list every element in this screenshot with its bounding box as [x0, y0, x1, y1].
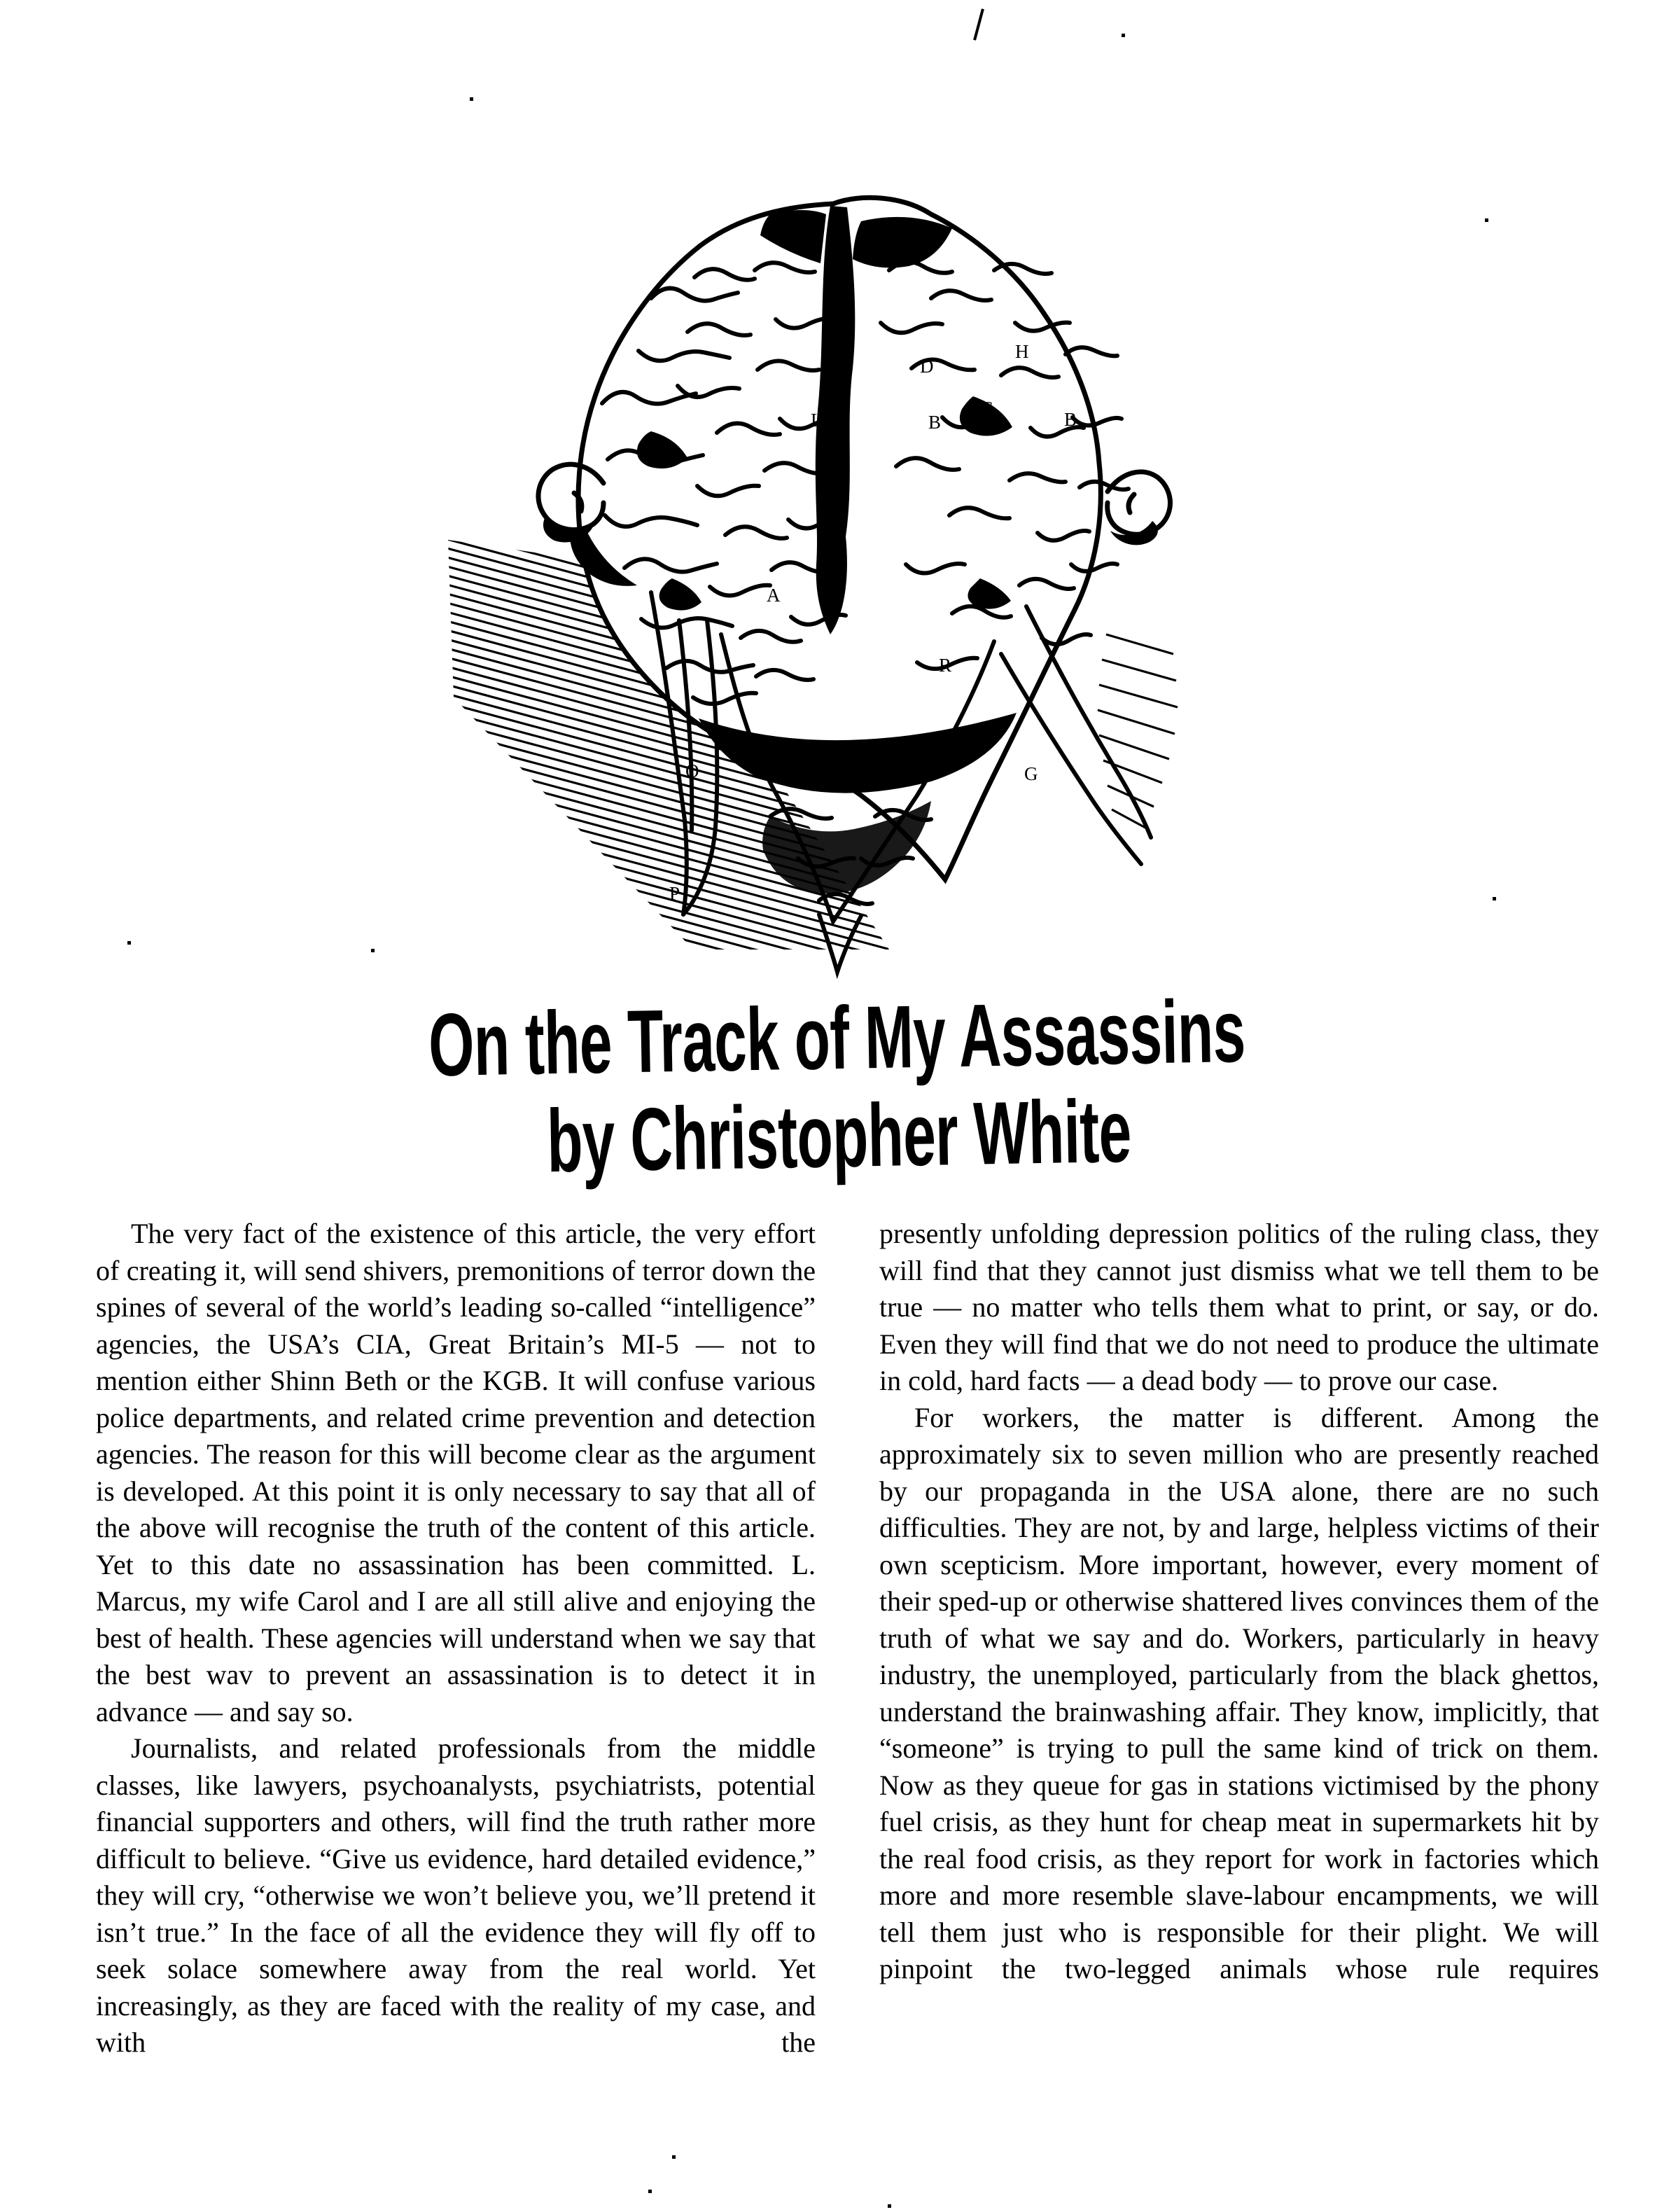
- engraving-label-letter: B: [928, 412, 942, 433]
- brain-engraving-illustration: [441, 186, 1197, 992]
- engraving-label-letter: D: [920, 356, 934, 377]
- article-title-block: [0, 974, 1676, 1199]
- scan-speck: [371, 949, 375, 952]
- scan-speck: [1493, 897, 1496, 900]
- scan-speck: [1122, 34, 1125, 37]
- right-column: [879, 1216, 1599, 2061]
- article-byline: by Christopher White: [545, 1080, 1132, 1191]
- engraving-label-letter: A: [767, 585, 781, 606]
- scan-slash-mark: [973, 8, 984, 40]
- engraving-label-letter: O: [685, 760, 699, 781]
- scan-speck: [1485, 218, 1488, 222]
- body-paragraph: presently unfolding depression politics of the ruling class, they will find that they cannot just dismiss what we tell them to be true — no matter who tells them what to print, or say, or do. Even they will find that we do not need to produce the ultimate in cold, hard facts — a dead body — to prove our case.: [879, 1218, 1599, 1396]
- engraving-label-letter: P: [669, 883, 680, 904]
- scan-speck: [470, 97, 473, 101]
- body-paragraph: Journalists, and related professionals from the middle classes, like lawyers, psychoanalysts, psychiatrists, potential financial supporters and others, will find the truth rather more difficult to believe. “Give us evidence, hard detailed evidence,” they will cry, “otherwise we won’t believe you, we’ll pretend it isn’t true.” In the face of all the evidence they will fly off to seek solace somewhere away from the real world. Yet increasingly, as they are faced with the reality of my case, and with the: [96, 1732, 816, 2058]
- engraving-label-letter: R: [939, 655, 952, 676]
- engraving-label-letter: H: [1015, 341, 1029, 362]
- scan-speck: [127, 941, 131, 945]
- engraving-label-letter: I: [834, 550, 841, 571]
- article-body: [96, 1216, 1599, 2061]
- engraving-label-letter: B: [1064, 409, 1077, 430]
- article-title: On the Track of My Assassins: [428, 980, 1247, 1095]
- scan-speck: [648, 2190, 652, 2193]
- engraving-label-letter: G: [1024, 763, 1038, 784]
- cheek-hatching: [1098, 634, 1178, 828]
- body-paragraph: The very fact of the existence of this article, the very effort of creating it, will send shivers, premonitions of terror down the spines of several of the world’s leading so-called “intelligence” agencies, the USA’s CIA, Great Britain’s MI-5 — not to mention either Shinn Beth or the KGB. It will confuse various police departments, and related crime prevention and detection agencies. The reason for this will become clear as the argument is developed. At this point it is only necessary to say that all of the above will recognise the truth of the content of this article. Yet to this date no assassination has been committed. L. Marcus, my wife Carol and I are all still alive and enjoying the best of health. These agencies will understand when we say that the best wav to prevent an assassination is to detect it in advance — and say so.: [96, 1218, 816, 1727]
- body-paragraph: For workers, the matter is different. Among the approximately six to seven million who are presently reached by our propaganda in the USA alone, there are no such difficulties. They are not, by and large, helpless victims of their own scepticism. More important, however, every moment of their sped-up or otherwise shattered lives convinces them of the truth of what we say and do. Workers, particularly in heavy industry, the unemployed, particularly from the black ghettos, understand the brainwashing affair. They know, implicitly, that “someone” is trying to pull the same kind of trick on them. Now as they queue for gas in stations victimised by the phony fuel crisis, as they hunt for cheap meat in supermarkets hit by the real food crisis, as they report for work in factories which more and more resemble slave-labour encampments, we will tell them just who is responsible for their plight. We will pinpoint the two-legged animals whose rule requires: [879, 1401, 1599, 1984]
- scan-speck: [888, 2204, 891, 2208]
- scan-speck: [672, 2155, 676, 2159]
- left-column: [96, 1216, 816, 2061]
- engraving-label-letter: L: [811, 410, 823, 431]
- engraving-label-letter: G: [980, 398, 994, 419]
